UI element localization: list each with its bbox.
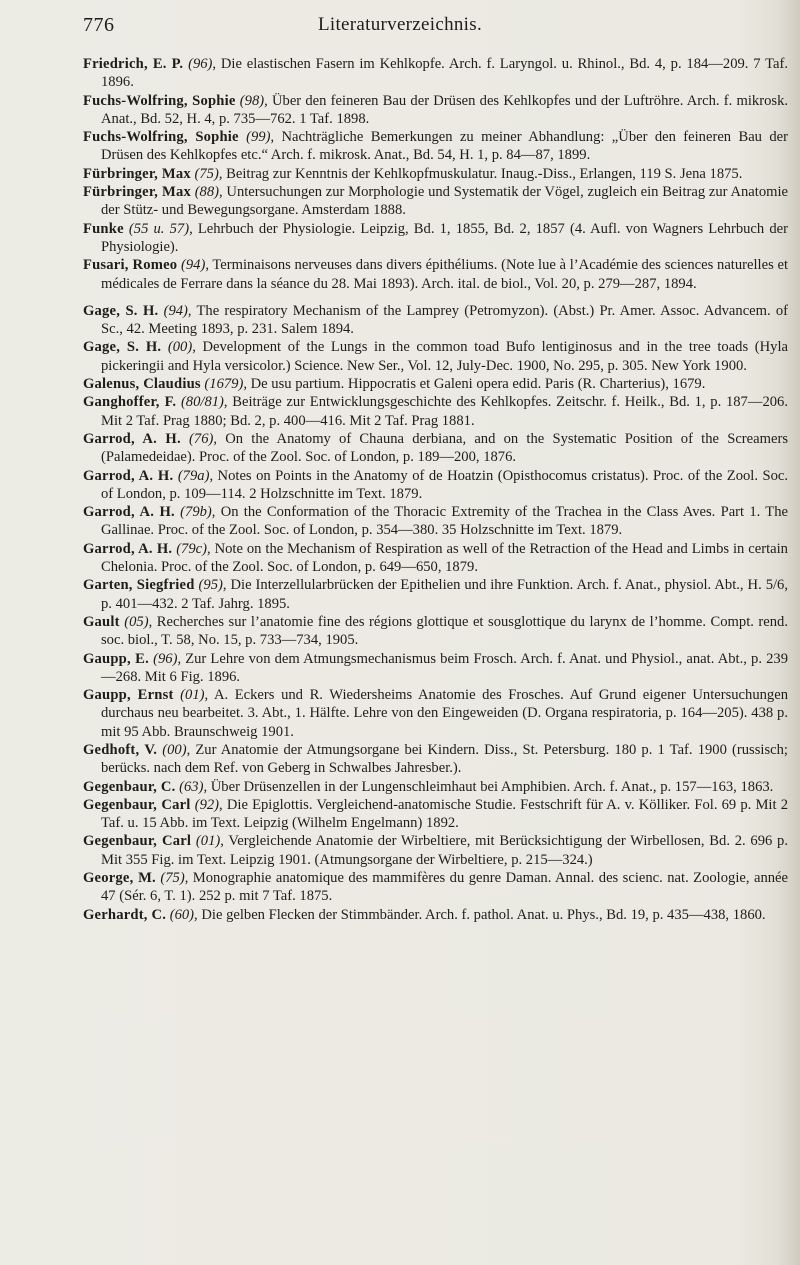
entry-text: , The respiratory Mechanism of the Lamprey (Petromyzon). (Abst.) Pr. Amer. Assoc. Advancem. of Sc., 42. Meeting 1893, p. 231. Salem 1894.: [101, 302, 788, 338]
bibliography-entry: [83, 796, 788, 833]
bibliography-entry: [83, 906, 788, 924]
bibliography-entry: [83, 256, 788, 293]
entry-ref: (95): [198, 577, 223, 594]
running-title: Literaturverzeichnis.: [317, 14, 483, 35]
bibliography-entry: [83, 503, 788, 540]
entry-ref: (80/81): [180, 394, 224, 411]
bibliography-entry: [83, 576, 788, 613]
entry-author: Gage, S. H.: [83, 339, 162, 356]
entry-ref: (96): [188, 56, 213, 72]
bibliography-entry: [83, 778, 788, 796]
entry-author: Gaupp, Ernst: [83, 687, 174, 704]
entry-ref: (99): [246, 129, 271, 146]
entry-author: George, M.: [83, 870, 156, 887]
entry-author: Garrod, A. H.: [83, 430, 181, 447]
bibliography-entry: [83, 165, 788, 183]
entry-author: Friedrich, E. P.: [83, 56, 184, 72]
entry-ref: (55 u. 57): [128, 220, 190, 237]
entry-ref: (00): [162, 741, 187, 758]
entry-author: Garrod, A. H.: [83, 504, 175, 521]
entry-ref: (94): [163, 302, 188, 319]
entry-author: Gerhardt, C.: [83, 906, 167, 923]
entry-text: , Beiträge zur Entwicklungsgeschichte des Kehlkopfes. Zeitschr. f. Heilk., Bd. 1, p. 187—206. Mit 2 Taf. Prag 1880; Bd. 2, p. 400—416. Mit 2 Taf. Prag 1881.: [101, 394, 788, 429]
entry-text: , Beitrag zur Kenntnis der Kehlkopfmuskulatur. Inaug.-Diss., Erlangen, 119 S. Jena 1875.: [218, 165, 743, 182]
bibliography-entry: [83, 183, 788, 220]
bibliography-entry: [83, 467, 788, 504]
entry-text: , Terminaisons nerveuses dans divers épithéliums. (Note lue à l’Académie des sciences naturelles et médicales de Ferrare dans la séance du 28. Mai 1893). Arch. ital. de biol., Vol. 20, p. 279—287, 1894.: [101, 257, 788, 292]
bibliography-list: [83, 55, 788, 924]
entry-author: Garten, Siegfried: [83, 577, 195, 594]
entry-text: , Die Interzellularbrücken der Epithelien und ihre Funktion. Arch. f. Anat., physiol. Abt., H. 5/6, p. 401—432. 2 Taf. Jahrg. 1895.: [101, 577, 788, 612]
bibliography-entry: [83, 650, 788, 687]
entry-author: Gault: [83, 613, 120, 630]
entry-ref: (92): [194, 796, 220, 813]
bibliography-entry: [83, 741, 788, 778]
bibliography-entry: [83, 375, 788, 393]
entry-author: Gedhoft, V.: [83, 741, 158, 758]
entry-ref: (63): [179, 778, 204, 795]
entry-text: , Note on the Mechanism of Respiration as well of the Retraction of the Head and Limbs in certain Chelonia. Proc. of the Zool. Soc. of London, p. 649—650, 1879.: [101, 540, 788, 576]
entry-author: Fuchs-Wolfring, Sophie: [83, 92, 236, 109]
entry-text: , Untersuchungen zur Morphologie und Systematik der Vögel, zugleich ein Beitrag zur Anatomie der Stütz- und Bewegungsorgane. Amsterdam 1888.: [101, 184, 788, 219]
entry-ref: (79b): [180, 504, 212, 521]
entry-ref: (88): [194, 184, 220, 201]
entry-ref: (01): [195, 833, 221, 850]
entry-text: , Vergleichende Anatomie der Wirbeltiere, mit Berücksichtigung der Wirbellosen, Bd. 2. 696 p. Mit 355 Fig. im Text. Leipzig 1901. (Atmungsorgane der Wirbeltiere, p. 215—324.): [101, 833, 788, 868]
entry-text: , Zur Anatomie der Atmungsorgane bei Kindern. Diss., St. Petersburg. 180 p. 1 Taf. 1900 (russisch; berücks. nach dem Ref. von Geberg in Schwalbes Jahresber.).: [101, 741, 788, 777]
entry-author: Funke: [83, 220, 124, 237]
entry-text: , On the Anatomy of Chauna derbiana, and on the Systematic Position of the Screamers (Palamedeidae). Proc. of the Zool. Soc. of London, p. 189—200, 1876.: [101, 430, 788, 466]
entry-text: , Monographie anatomique des mammifères du genre Daman. Annal. des scienc. nat. Zoologie, année 47 (Sér. 6, T. 1). 252 p. mit 7 Taf. 1875.: [101, 870, 788, 905]
bibliography-entry: [83, 540, 788, 577]
entry-text: , Die Epiglottis. Vergleichend-anatomische Studie. Festschrift für A. v. Kölliker. Fol. 69 p. Mit 2 Taf. u. 15 Abb. im Text. Leipzig (Wilhelm Engelmann) 1892.: [101, 796, 788, 832]
entry-ref: (79c): [176, 540, 207, 557]
entry-author: Gegenbaur, Carl: [83, 833, 192, 850]
bibliography-entry: [83, 92, 788, 129]
entry-author: Fürbringer, Max: [83, 165, 191, 182]
entry-text: , Die gelben Flecken der Stimmbänder. Arch. f. pathol. Anat. u. Phys., Bd. 19, p. 435—438, 1860.: [194, 906, 766, 923]
bibliography-entry: [83, 832, 788, 869]
entry-text: , Die elastischen Fasern im Kehlkopfe. Arch. f. Laryngol. u. Rhinol., Bd. 4, p. 184—209. 7 Taf. 1896.: [101, 56, 788, 91]
bibliography-entry: [83, 686, 788, 741]
entry-ref: (60): [169, 906, 195, 923]
bibliography-entry: [83, 613, 788, 650]
letter-group-divider: [83, 293, 788, 302]
entry-ref: (05): [124, 613, 149, 630]
entry-ref: (75): [160, 870, 185, 887]
entry-ref: (75): [194, 165, 219, 182]
entry-text: , On the Conformation of the Thoracic Extremity of the Trachea in the Class Aves. Part 1. The Gallinae. Proc. of the Zool. Soc. of London, p. 354—380. 35 Holzschnitte im Text. 1879.: [101, 504, 788, 539]
entry-author: Gegenbaur, Carl: [83, 796, 191, 813]
bibliography-entry: [83, 128, 788, 165]
page-number: 776: [83, 14, 115, 36]
entry-author: Gaupp, E.: [83, 650, 149, 667]
entry-text: , De usu partium. Hippocratis et Galeni opera edid. Paris (R. Charterius), 1679.: [243, 376, 706, 393]
entry-text: , Über den feineren Bau der Drüsen des Kehlkopfes und der Luftröhre. Arch. f. mikrosk. Anat., Bd. 52, H. 4, p. 735—762. 1 Taf. 1898.: [101, 92, 789, 127]
entry-text: , Zur Lehre von dem Atmungsmechanismus beim Frosch. Arch. f. Anat. und Physiol., anat. Abt., p. 239—268. Mit 6 Fig. 1896.: [101, 650, 788, 685]
entry-author: Garrod, A. H.: [83, 540, 173, 557]
page-header: [0, 6, 800, 46]
entry-author: Fuchs-Wolfring, Sophie: [83, 129, 239, 146]
entry-text: , Lehrbuch der Physiologie. Leipzig, Bd. 1, 1855, Bd. 2, 1857 (4. Aufl. von Wagners Lehrbuch der Physiologie).: [101, 220, 788, 255]
entry-ref: (01): [180, 687, 205, 704]
entry-ref: (79a): [177, 467, 210, 484]
entry-ref: (98): [239, 92, 265, 109]
entry-ref: (76): [189, 430, 214, 447]
entry-text: , Über Drüsenzellen in der Lungenschleimhaut bei Amphibien. Arch. f. Anat., p. 157—163, 1863.: [203, 778, 774, 795]
entry-author: Gegenbaur, C.: [83, 778, 176, 795]
entry-text: , Recherches sur l’anatomie fine des régions glottique et sousglottique du larynx de l’homme. Compt. rend. soc. biol., T. 58, No. 15, p. 733—734, 1905.: [101, 613, 789, 649]
entry-ref: (1679): [204, 376, 244, 393]
bibliography-entry: [83, 393, 788, 430]
entry-ref: (94): [180, 257, 206, 274]
entry-text: , Notes on Points in the Anatomy of de Hoatzin (Opisthocomus cristatus). Proc. of the Zool. Soc. of London, p. 109—114. 2 Holzschnitte im Text. 1879.: [101, 467, 789, 502]
entry-text: , Nachträgliche Bemerkungen zu meiner Abhandlung: „Über den feineren Bau der Drüsen des Kehlkopfes etc.“ Arch. f. mikrosk. Anat., Bd. 54, H. 1, p. 84—87, 1899.: [101, 129, 788, 164]
entry-author: Fusari, Romeo: [83, 257, 178, 274]
entry-author: Gage, S. H.: [83, 302, 159, 319]
entry-ref: (00): [167, 339, 193, 356]
bibliography-entry: [83, 220, 788, 257]
bibliography-entry: [83, 869, 788, 906]
entry-text: , A. Eckers und R. Wiedersheims Anatomie des Frosches. Auf Grund eigener Untersuchungen durchaus neu bearbeitet. 3. Abt., 1. Hälfte. Lehre von den Eingeweiden (D. Organa respiratoria, p. 164—205). 438 p. mit 95 Abb. Braunschweig 1901.: [101, 687, 788, 740]
bibliography-entry: [83, 55, 788, 92]
entry-author: Fürbringer, Max: [83, 184, 191, 201]
entry-author: Garrod, A. H.: [83, 467, 174, 484]
entry-text: , Development of the Lungs in the common toad Bufo lentiginosus and in the tree toads (Hyla pickeringii and Hyla versicolor.) Science. New Ser., Vol. 12, July-Dec. 1900, No. 295, p. 305. New York 1900.: [101, 339, 788, 374]
bibliography-entry: [83, 338, 788, 375]
entry-ref: (96): [153, 650, 178, 667]
entry-author: Galenus, Claudius: [83, 376, 201, 393]
bibliography-entry: [83, 430, 788, 467]
entry-author: Ganghoffer, F.: [83, 394, 177, 411]
bibliography-entry: [83, 302, 788, 339]
